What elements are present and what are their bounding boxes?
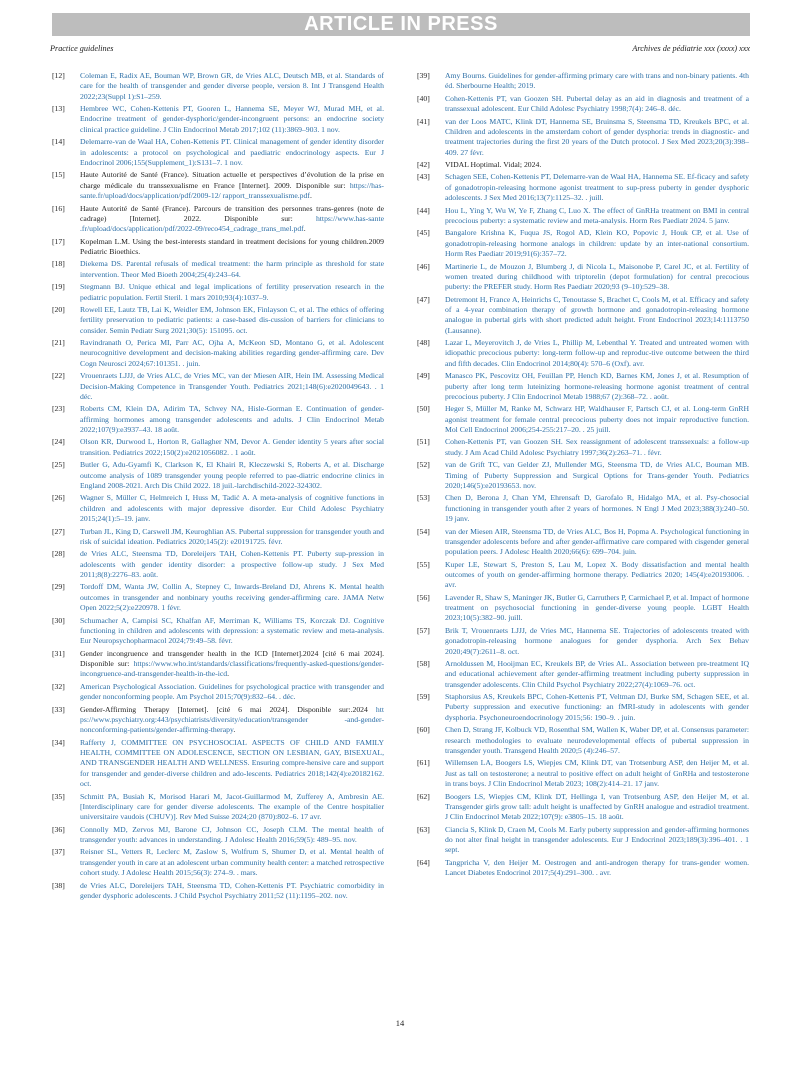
reference-entry: [417, 493, 749, 524]
reference-number: [62]: [417, 791, 430, 801]
running-header-right: Archives de pédiatrie xxx (xxxx) xxx: [632, 44, 750, 53]
reference-text: [80, 237, 384, 258]
reference-citation: Amy Bourns. Guidelines for gender-affirming primary care with trans and non-binary patients. 4th éd. Sherbourne Health; 2019.: [445, 71, 749, 91]
reference-citation: Staphorsius AS, Kreukels BPC, Cohen-Kettenis PT, Veltman DJ, Burke SM, Schagen SEE, et al. Puberty suppression and executive functioning: an fMRI-study in adolescents with gender dysphoria. Psychoneuroendocrinology 2015;56: 190–9. . juin.: [445, 692, 749, 722]
reference-number: [59]: [417, 692, 430, 702]
reference-text[interactable]: [445, 792, 749, 823]
reference-trailing-punctuation: .: [303, 224, 306, 234]
reference-text[interactable]: [445, 117, 749, 158]
reference-entry: [417, 659, 749, 690]
reference-number: [22]: [52, 371, 65, 381]
reference-text[interactable]: [80, 104, 384, 135]
reference-number: [55]: [417, 559, 430, 569]
reference-number: [19]: [52, 282, 65, 292]
reference-entry: [52, 847, 384, 878]
reference-url-link[interactable]: htt ps://www.psychiatry.org:443/psychiatrists/diversity/education/transgender -and-gender-nonconforming-patients/gender-affirming-therapy: [80, 704, 384, 735]
reference-text[interactable]: [80, 282, 384, 303]
reference-entry: [417, 725, 749, 756]
reference-text[interactable]: [445, 626, 749, 657]
reference-entry: [417, 626, 749, 657]
reference-text[interactable]: [80, 259, 384, 280]
reference-citation: VIDAL Hoptimal. Vidal; 2024.: [445, 160, 542, 170]
reference-number: [46]: [417, 261, 430, 271]
reference-number: [48]: [417, 338, 430, 348]
reference-entry: [417, 527, 749, 558]
reference-text[interactable]: [445, 460, 749, 491]
reference-number: [21]: [52, 338, 65, 348]
reference-text: [80, 705, 384, 736]
reference-entry: [52, 338, 384, 369]
reference-citation: Roberts CM, Klein DA, Adirim TA, Schvey NA, Hisle-Gorman E. Continuation of gender-affirming hormones among transgender adolescents and adults. J Clin Endocrinol Metab 2022;107(9):e3937–43. 18 août.: [80, 404, 384, 435]
reference-entry: [52, 682, 384, 703]
reference-number: [63]: [417, 824, 430, 834]
reference-citation: Lavender R, Shaw S, Maninger JK, Butler G, Carruthers P, Carmichael P, et al. Impact of hormone treatment on psychosocial functioning in gender-diverse young people. LGBT Health 2023;10(5):382–90. juill.: [445, 592, 749, 623]
reference-entry: [417, 437, 749, 458]
reference-entry: [417, 338, 749, 369]
reference-entry: [417, 692, 749, 723]
reference-text[interactable]: [80, 371, 384, 402]
reference-entry: [52, 493, 384, 524]
reference-number: [31]: [52, 648, 65, 658]
reference-number: [24]: [52, 437, 65, 447]
reference-citation: Hou L, Ying Y, Wu W, Ye F, Zhang C, Luo X. The effect of GnRHa treatment on BMI in central precocious puberty: a systematic review and meta-analysis. Horm Res Paediatr 2024. 5 janv.: [445, 205, 749, 225]
reference-citation: Delemarre-van de Waal HA, Cohen-Kettenis PT. Clinical management of gender identity disorder in adolescents: a protocol on psychological and paediatric endocrinology aspects. Eur J Endocrinol 2006;155(Supplement_1):S131–7. 1 nov.: [80, 137, 384, 167]
reference-number: [58]: [417, 659, 430, 668]
reference-text[interactable]: [80, 338, 384, 369]
reference-number: [16]: [52, 203, 65, 213]
reference-text[interactable]: [445, 493, 749, 524]
reference-text[interactable]: [445, 206, 749, 227]
reference-entry: [417, 593, 749, 624]
reference-number: [18]: [52, 259, 65, 269]
reference-url-link[interactable]: https://www.who.int/standards/classifications/frequently-asked-questions/gender-incongruence-and-transgender-health-in-the-icd: [80, 659, 384, 679]
reference-trailing-punctuation: .: [309, 191, 312, 201]
reference-citation: Rafferty J, COMMITTEE ON PSYCHOSOCIAL ASPECTS OF CHILD AND FAMILY HEALTH, COMMITTEE ON ADOLESCENCE, SECTION ON LESBIAN, GAY, BISEXUAL, AND TRANSGENDER HEALTH AND WELLNESS. Ensuring compre-hensive care and support for transgender and gender-diverse children and ado-lescents. Pediatrics 2018;142(4):e20182162. oct.: [80, 737, 384, 789]
reference-number: [38]: [52, 880, 65, 890]
reference-number: [13]: [52, 104, 65, 114]
reference-number: [35]: [52, 791, 65, 801]
reference-text: [80, 649, 384, 680]
reference-entry: [417, 71, 749, 92]
reference-entry: [52, 649, 384, 680]
reference-entry: [52, 170, 384, 201]
reference-entry: [52, 738, 384, 790]
reference-entry: [417, 228, 749, 259]
reference-entry: [52, 71, 384, 102]
reference-entry: [52, 305, 384, 336]
reference-text[interactable]: [80, 305, 384, 336]
reference-entry: [52, 237, 384, 258]
reference-entry: [52, 881, 384, 902]
reference-citation: Coleman E, Radix AE, Bouman WP, Brown GR, de Vries ALC, Deutsch MB, et al. Standards of care for the health of transgender and gender diverse people, version 8. Int J Transgend Health 2022;23(Suppl 1):S1–259.: [80, 71, 384, 101]
reference-number: [33]: [52, 704, 65, 714]
reference-number: [14]: [52, 137, 65, 147]
reference-citation: Wagner S, Müller C, Helmreich I, Huss M, Tadić A. A meta-analysis of cognitive functions in children and adolescents with major depressive disorder. Eur Child Adolesc Psychiatry 2015;24(1):5–19. janv.: [80, 493, 384, 524]
reference-number: [25]: [52, 460, 65, 470]
reference-entry: [52, 582, 384, 613]
reference-number: [30]: [52, 615, 65, 625]
reference-number: [41]: [417, 116, 430, 126]
reference-citation: Haute Autorité de Santé (France). Parcours de transition des personnes trans-genres (note de cadrage) [Internet]. 2022. Disponible sur:: [80, 203, 384, 223]
reference-number: [54]: [417, 526, 430, 536]
reference-number: [27]: [52, 526, 65, 536]
reference-text[interactable]: [80, 460, 384, 491]
reference-citation: Schmitt PA, Busiah K, Morisod Harari M, Jacot-Guillarmod M, Zufferey A, Ambresin AE. [Interdisciplinary care for gender diverse adolescents. The example of the Centre hospitalier universitaire vaudois (CHUV)]. Rev Med Suisse 2024;20 (870):802–6. 17 avr.: [80, 791, 384, 822]
reference-text[interactable]: [80, 881, 384, 902]
reference-citation: van der Miesen AIR, Steensma TD, de Vries ALC, Bos H, Popma A. Psychological functioning in transgender adolescents before and after gender-affirmative care compared with cisgender general population peers. J Adolesc Health 2020;66(6): 699–704. juin.: [445, 526, 749, 557]
reference-number: [45]: [417, 228, 430, 238]
reference-citation: Ravindranath O, Perica MI, Parr AC, Ojha A, McKeon SD, Montano G, et al. Adolescent neurocognitive development and decision-making abilities regarding gender-affirming care. Dev Cogn Neurosci 2024;67:101351. . juin.: [80, 338, 384, 368]
reference-number: [12]: [52, 71, 65, 80]
reference-text[interactable]: [445, 858, 749, 879]
reference-entry: [52, 371, 384, 402]
reference-number: [56]: [417, 592, 430, 602]
reference-citation: Butler G, Adu-Gyamfi K, Clarkson K, El Khairi R, Kleczewski S, Roberts A, et al. Discharge outcome analysis of 1089 transgender young people referred to pae-diatric endocrine clinics in England 2008-2021. Arch Dis Child 2022. 18 juil.-larchdischild-2022-324302.: [80, 460, 384, 490]
reference-citation: Tangpricha V, den Heijer M. Oestrogen and anti-androgen therapy for trans-gender women. Lancet Diabetes Endocrinol 2017;5(4):291–300. . avr.: [445, 857, 749, 878]
reference-entry: [417, 758, 749, 789]
reference-text[interactable]: [80, 137, 384, 168]
reference-entry: [417, 371, 749, 402]
reference-text: [80, 170, 384, 201]
reference-citation: van der Loos MATC, Klink DT, Hannema SE, Bruinsma S, Steensma TD, Kreukels BPC, et al. Children and adolescents in the amsterdam cohort of gender dysphoria: trends in diagnostic- and treatment trajectories during the first 20 years of the Dutch protocol. J Sex Med 2023;20(3):398–409. 27 févr.: [445, 116, 749, 157]
reference-text[interactable]: [445, 295, 749, 336]
reference-citation: American Psychological Association. Guidelines for psychological practice with transgender and gender nonconforming people. Am Psychol 2015;70(9):832–64. . déc.: [80, 681, 384, 702]
reference-citation: Chen D, Strang JF, Kolbuck VD, Rosenthal SM, Wallen K, Waber DP, et al. Consensus parameter: research methodologies to evaluate neurodevelopmental effects of pubertal suppression in transgender youth. Transgend Health 2020;5 (4):246–57.: [445, 725, 749, 755]
reference-entry: [417, 160, 749, 170]
reference-number: [39]: [417, 71, 430, 80]
reference-entry: [52, 404, 384, 435]
reference-number: [32]: [52, 681, 65, 691]
reference-entry: [417, 117, 749, 158]
reference-text: [445, 160, 749, 170]
reference-entry: [52, 104, 384, 135]
reference-citation: Cohen-Kettenis PT, van Goozen SH. Pubertal delay as an aid in diagnosis and treatment of a transsexual adolescent. Eur Child Adolesc Psychiatry 1998;7(4): 246–8. déc.: [445, 93, 749, 114]
reference-text[interactable]: [445, 404, 749, 435]
reference-text[interactable]: [80, 616, 384, 647]
reference-entry: [52, 259, 384, 280]
reference-citation: Willemsen LA, Boogers LS, Wiepjes CM, Klink DT, van Trotsenburg ASP, den Heijer M, et al. Just as tall on testosterone; a neutral to positive effect on adult height of GnRHa and testosterone in trans boys. J Clin Endocrinol Metab 2023; 108(2):414–21. 17 janv.: [445, 758, 749, 789]
reference-citation: de Vries ALC, Steensma TD, Doreleijers TAH, Cohen-Kettenis PT. Puberty sup-pression in adolescents with gender identity disorder: a prospective follow-up study. J Sex Med 2011;8(8):2276–83. août.: [80, 549, 384, 579]
reference-citation: Olson KR, Durwood L, Horton R, Gallagher NM, Devor A. Gender identity 5 years after social transition. Pediatrics 2022;150(2):e2021056082. . 1 août.: [80, 437, 384, 457]
reference-number: [64]: [417, 857, 430, 867]
reference-entry: [52, 282, 384, 303]
reference-trailing-punctuation: .: [227, 669, 230, 679]
reference-citation: Stegmann BJ. Unique ethical and legal implications of fertility preservation research in the pediatric population. Fertil Steril. 1 mars 2010;93(4):1037–9.: [80, 282, 384, 302]
reference-text[interactable]: [445, 560, 749, 591]
reference-citation: Haute Autorité de Santé (France). Situation actuelle et perspectives d’évolution de la prise en charge médicale du transsexualisme en France [Internet]. 2009. Disponible sur:: [80, 170, 384, 190]
reference-text[interactable]: [445, 228, 749, 259]
reference-text[interactable]: [445, 692, 749, 723]
reference-entry: [52, 792, 384, 823]
reference-entry: [52, 527, 384, 548]
reference-entry: [417, 825, 749, 856]
reference-entry: [52, 616, 384, 647]
reference-citation: Rowell EE, Lautz TB, Lai K, Weidler EM, Johnson EK, Finlayson C, et al. The ethics of offering fertility preservation to pediatric patients: a case-based dis-cussion of barriers for clinicians to consider. Semin Pediatr Surg 2021;30(5): 151095. oct.: [80, 304, 384, 335]
reference-number: [23]: [52, 404, 65, 414]
reference-text[interactable]: [80, 847, 384, 878]
reference-entry: [417, 792, 749, 823]
reference-entry: [417, 172, 749, 203]
reference-entry: [52, 204, 384, 235]
reference-citation: Ciancia S, Klink D, Craen M, Cools M. Early puberty suppression and gender-affirming hormones do not alter final height in transgender adolescents. Eur J Endocrinol 2023;189(3):396–401. . 1 sept.: [445, 824, 749, 855]
reference-url-link[interactable]: https://www.has-sante .fr/upload/docs/application/pdf/2022-09/reco454_cadrage_trans_mel.pdf: [80, 213, 384, 234]
reference-citation: Detremont H, France A, Heinrichs C, Tenoutasse S, Brachet C, Cools M, et al. Efficacy and safety of a 4-year combination therapy of growth hormone and gonadotropin-releasing hormone analogue in pubertal girls with short predicted adult height. Front Endocrinol 2023;14:1113750 (Lausanne).: [445, 294, 749, 335]
reference-citation: Connolly MD, Zervos MJ, Barone CJ, Johnson CC, Joseph CLM. The mental health of transgender youth: advances in understanding. J Adolesc Health 2016;59(5): 489–95. nov.: [80, 824, 384, 844]
reference-number: [51]: [417, 437, 430, 447]
reference-citation: Tordoff DM, Wanta JW, Collin A, Stepney C, Inwards-Breland DJ, Ahrens K. Mental health outcomes in transgender and nonbinary youths receiving gender-affirming care. JAMA Netw Open 2022;5(2):e220978. 1 févr.: [80, 582, 384, 613]
reference-number: [29]: [52, 582, 65, 592]
reference-citation: Chen D, Berona J, Chan YM, Ehrensaft D, Garofalo R, Hidalgo MA, et al. Psy-chosocial functioning in transgender youth after 2 years of hormones. N Engl J Med 2023;388(3):240–50. 19 janv.: [445, 493, 749, 524]
reference-text[interactable]: [80, 792, 384, 823]
reference-entry: [52, 549, 384, 580]
reference-text[interactable]: [80, 549, 384, 580]
reference-number: [60]: [417, 725, 430, 735]
reference-citation: Gender incongruence and transgender health in the ICD [Internet].2024 [cité 6 mai 2024]. Disponible sur:: [80, 648, 384, 668]
reference-citation: Heger S, Müller M, Ranke M, Schwarz HP, Waldhauser F, Partsch CJ, et al. Long-term GnRH agonist treatment for female central precocious puberty does not impair reproductive function. Mol Cell Endocrinol 2006;254-255:217–20. . 25 juill.: [445, 404, 749, 435]
reference-number: [47]: [417, 294, 430, 304]
reference-text[interactable]: [445, 593, 749, 624]
reference-text[interactable]: [80, 71, 384, 102]
reference-citation: Martinerie L, de Mouzon J, Blumberg J, di Nicola L, Maisonobe P, Carel JC, et al. Fertility of women treated during childhood with triptorelin (depot formulation) for central precocious puberty: the PREFER study. Horm Res Paediatr 2020;93 (9–10):529–38.: [445, 261, 749, 292]
reference-entry: [417, 206, 749, 227]
reference-text[interactable]: [445, 437, 749, 458]
reference-text[interactable]: [445, 71, 749, 92]
references-column-right: [417, 71, 749, 881]
reference-text[interactable]: [80, 825, 384, 846]
reference-citation: Arnoldussen M, Hooijman EC, Kreukels BP, de Vries AL. Association between pre-treatment IQ and educational achievement after gender-affirming treatment including puberty suppression in transgender adolescents. Clin Child Psychol Psychiatry 2022;27(4):1069–76. oct.: [445, 659, 749, 689]
reference-citation: Schagen SEE, Cohen-Kettenis PT, Delemarre-van de Waal HA, Hannema SE. Ef-ficacy and safety of gonadotropin-releasing hormone agonist treatment to sup-press puberty in gender dysphoric adolescents. J Sex Med 2016;13(7):1125–32. . juill.: [445, 172, 749, 203]
reference-citation: Lazar L, Meyerovitch J, de Vries L, Phillip M, Lebenthal Y. Treated and untreated women with idiopathic precocious puberty: long-term follow-up and reproduc-tive outcome between the third and fifth decades. Clin Endocrinol 2014;80(4): 570–6 (Oxf). avr.: [445, 338, 749, 368]
reference-number: [52]: [417, 460, 430, 470]
reference-number: [43]: [417, 172, 430, 182]
reference-citation: van de Grift TC, van Gelder ZJ, Mullender MG, Steensma TD, de Vries ALC, Bouman MB. Timing of Puberty Suppression and Surgical Options for Trans-gender Youth. Pediatrics 2020;146(5):e20193653. nov.: [445, 460, 749, 490]
reference-citation: Kopelman L.M. Using the best-interests standard in treatment decisions for young children.2009 Pediatric Bioethics.: [80, 236, 384, 256]
reference-number: [53]: [417, 493, 430, 503]
reference-text[interactable]: [445, 825, 749, 856]
reference-trailing-punctuation: .: [233, 725, 236, 735]
reference-text[interactable]: [80, 582, 384, 613]
reference-text[interactable]: [445, 758, 749, 789]
reference-number: [42]: [417, 160, 430, 170]
page-number: 14: [395, 1018, 405, 1028]
reference-entry: [417, 560, 749, 591]
reference-citation: Kuper LE, Stewart S, Preston S, Lau M, Lopez X. Body dissatisfaction and mental health outcomes of youth on gender-affirming hormone therapy. Pediatrics 2020; 145(4):e20193006. . avr.: [445, 559, 749, 590]
reference-text[interactable]: [80, 493, 384, 524]
reference-text[interactable]: [80, 437, 384, 458]
reference-citation: Vrouenraets LJJJ, de Vries ALC, de Vries MC, van der Miesen AIR, Hein IM. Assessing Medical Decision-Making Competence in Transgender Youth. Pediatrics 2021;148(6):e2020049643. . 1 déc.: [80, 371, 384, 401]
reference-text[interactable]: [445, 338, 749, 369]
reference-citation: Boogers LS, Wiepjes CM, Klink DT, Hellinga I, van Trotsenburg ASP, den Heijer M, et al. Transgender girls grow tall: adult height is unaffected by GnRH analogue and estradiol treatment. J Clin Endocrinol Metab 2022;107(9): e3805–15. 18 août.: [445, 791, 749, 822]
reference-citation: Manasco PK, Pescovitz OH, Feuillan PP, Hench KD, Barnes KM, Jones J, et al. Resumption of puberty after long term luteinizing hormone-releasing hormone agonist treatment of central precocious puberty. J Clin Endocrinol Metab 1988;67 (2):368–72. . août.: [445, 371, 749, 401]
reference-number: [37]: [52, 847, 65, 857]
reference-number: [28]: [52, 549, 65, 559]
reference-number: [50]: [417, 404, 430, 414]
reference-entry: [417, 262, 749, 293]
reference-text[interactable]: [445, 371, 749, 402]
reference-text[interactable]: [445, 527, 749, 558]
reference-citation: Reisner SL, Vetters R, Leclerc M, Zaslow S, Wolfrum S, Shumer D, et al. Mental health of transgender youth in care at an adolescent urban community health center: a matched retrospective cohort study. J Adolesc Health 2015;56(3): 274–9. . mars.: [80, 847, 384, 878]
reference-number: [49]: [417, 371, 430, 381]
reference-number: [34]: [52, 737, 65, 747]
reference-number: [61]: [417, 758, 430, 768]
reference-citation: Diekema DS. Parental refusals of medical treatment: the harm principle as threshold for state intervention. Theor Med Bioeth 2004;25(4):243–64.: [80, 259, 384, 279]
reference-entry: [417, 295, 749, 336]
reference-url-link[interactable]: https://has-sante.fr/upload/docs/application/pdf/2009-12/ rapport_transsexualisme.pdf: [80, 180, 384, 201]
reference-number: [44]: [417, 205, 430, 215]
reference-citation: Gender-Affirming Therapy [Internet]. [cité 6 mai 2024]. Disponible sur:.2024: [80, 704, 376, 714]
reference-entry: [52, 825, 384, 846]
reference-citation: de Vries ALC, Doreleijers TAH, Steensma TD, Cohen-Kettenis PT. Psychiatric comorbidity in gender dysphoric adolescents. J Child Psychol Psychiatry 2011;52 (11):1195–202. nov.: [80, 880, 384, 900]
running-header-left: Practice guidelines: [50, 44, 114, 53]
reference-citation: Hembree WC, Cohen-Kettenis PT, Gooren L, Hannema SE, Meyer WJ, Murad MH, et al. Endocrine treatment of gender-dysphoric/gender-incongruent persons: an endocrine society clinical practice guideline. J Clin Endocrinol Metab 2017;102 (11):3869–903. 1 nov.: [80, 104, 384, 134]
reference-entry: [417, 94, 749, 115]
references-column-left: [52, 71, 384, 903]
reference-text[interactable]: [80, 682, 384, 703]
reference-number: [15]: [52, 170, 65, 180]
article-in-press-banner: ARTICLE IN PRESS: [52, 13, 750, 36]
reference-number: [57]: [417, 625, 430, 635]
reference-entry: [417, 858, 749, 879]
reference-number: [40]: [417, 93, 430, 103]
reference-entry: [52, 437, 384, 458]
reference-citation: Schumacher A, Campisi SC, Khalfan AF, Merriman K, Williams TS, Korczak DJ. Cognitive functioning in children and adolescents with depression: a systematic review and meta-analysis. Eur Neuropsychopharmacol 2024;79:49–58. févr.: [80, 615, 384, 646]
reference-number: [17]: [52, 236, 65, 246]
reference-entry: [52, 137, 384, 168]
reference-citation: Brik T, Vrouenraets LJJJ, de Vries MC, Hannema SE. Trajectories of adolescents treated with gonadotropin-releasing hormone analogues for gender dysphoria. Arch Sex Behav 2020;49(7):2611–8. oct.: [445, 625, 749, 656]
reference-text[interactable]: [80, 404, 384, 435]
reference-text: [80, 204, 384, 235]
reference-number: [36]: [52, 824, 65, 834]
reference-number: [26]: [52, 493, 65, 503]
reference-entry: [52, 460, 384, 491]
reference-text[interactable]: [445, 725, 749, 756]
reference-citation: Cohen-Kettenis PT, van Goozen SH. Sex reassignment of adolescent transsexuals: a follow-up study. J Am Acad Child Adolesc Psychiatry 1997;36(2):263–71. . févr.: [445, 437, 749, 457]
reference-text[interactable]: [445, 172, 749, 203]
reference-number: [20]: [52, 304, 65, 314]
reference-text[interactable]: [80, 738, 384, 790]
reference-text[interactable]: [445, 262, 749, 293]
reference-text[interactable]: [445, 94, 749, 115]
reference-entry: [417, 404, 749, 435]
reference-text[interactable]: [80, 527, 384, 548]
reference-entry: [52, 705, 384, 736]
reference-entry: [417, 460, 749, 491]
reference-text[interactable]: [445, 659, 749, 690]
reference-citation: Turban JL, King D, Carswell JM, Keuroghlian AS. Pubertal suppression for transgender youth and risk of suicidal ideation. Pediatrics 2020;145(2): e20191725. févr.: [80, 526, 384, 546]
reference-citation: Bangalore Krishna K, Fuqua JS, Rogol AD, Klein KO, Popovic J, Houk CP, et al. Use of gonadotropin-releasing hormone analogs in children: update by an inter-national consortium. Horm Res Paediatr 2019;91(6):357–72.: [445, 228, 749, 259]
